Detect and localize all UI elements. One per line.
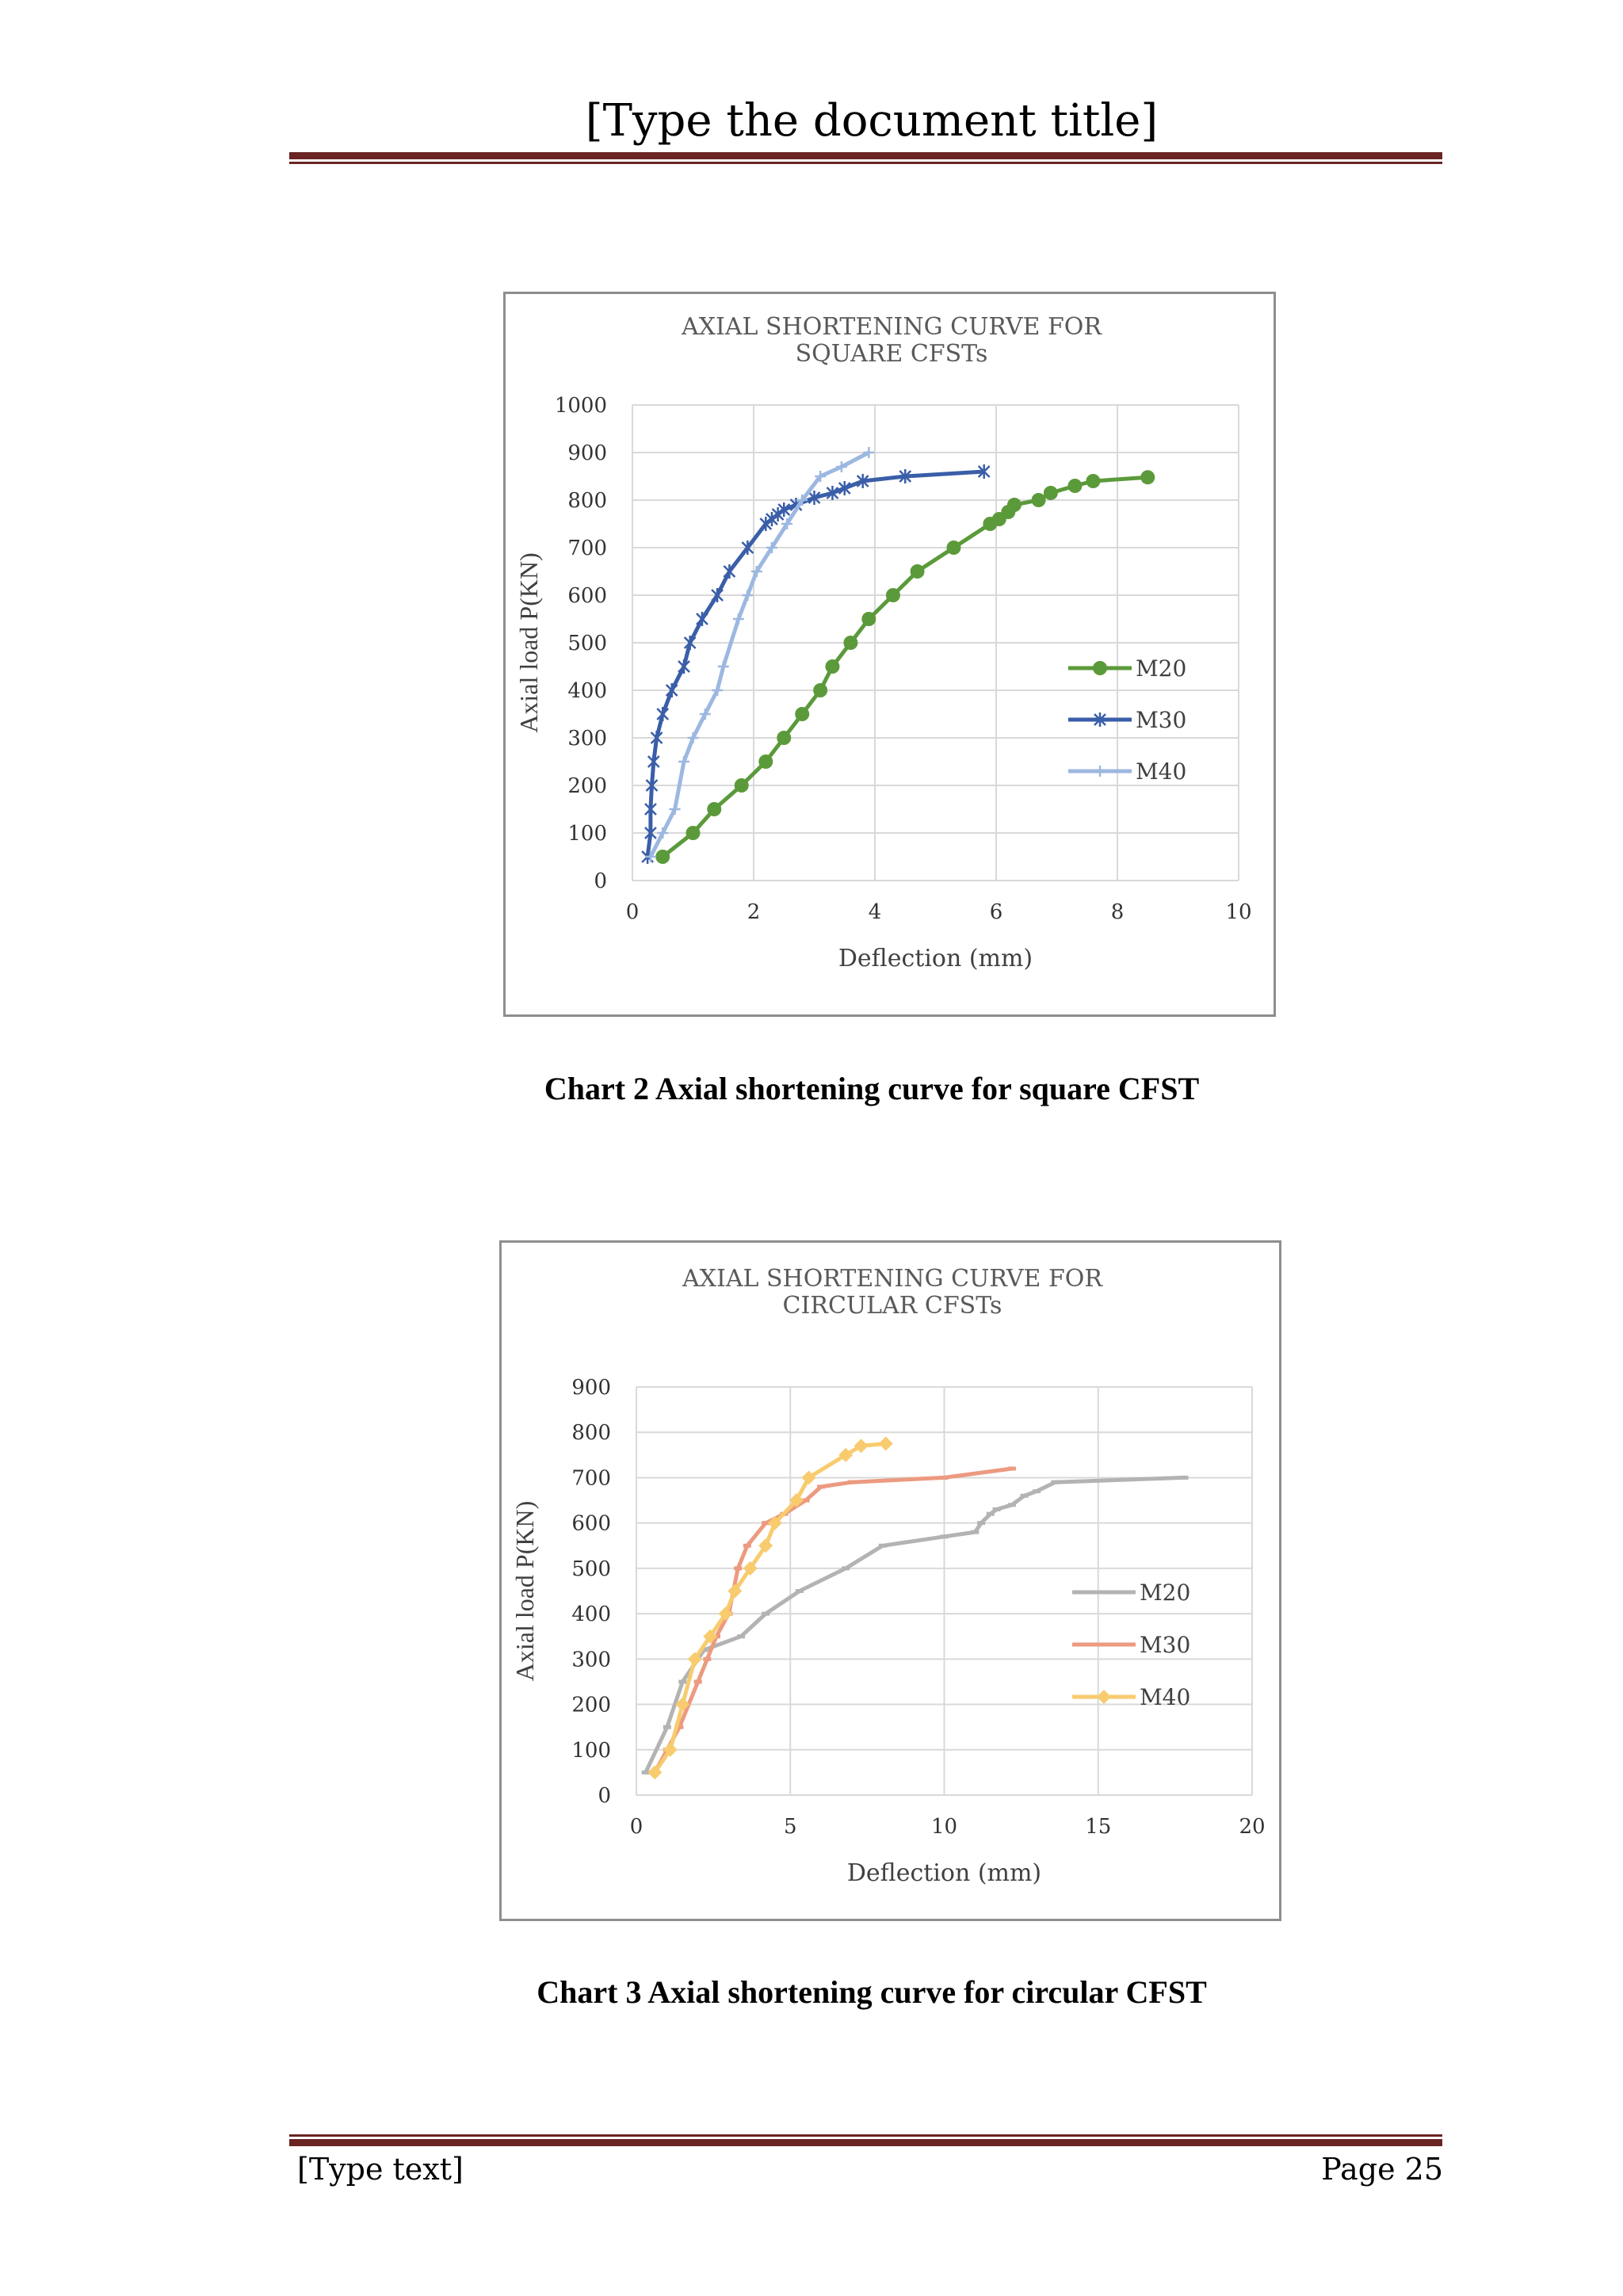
x-tick-label: 4	[868, 900, 882, 924]
data-point	[971, 1530, 979, 1534]
y-tick-label: 600	[571, 1511, 611, 1536]
legend-label: M20	[1140, 1580, 1191, 1606]
x-tick-label: 10	[930, 1815, 958, 1839]
y-tick-label: 1000	[554, 394, 607, 418]
data-point	[795, 707, 809, 721]
legend-entry-m40	[1072, 1684, 1190, 1710]
chart-circular-svg	[502, 1243, 1284, 1924]
data-point	[742, 590, 753, 601]
legend-label: M20	[1136, 655, 1187, 682]
data-point	[718, 661, 729, 672]
data-point	[817, 1484, 825, 1488]
series-line-m20	[646, 1477, 1185, 1772]
data-point	[735, 778, 749, 793]
data-point	[879, 1544, 887, 1548]
x-tick-label: 2	[747, 900, 761, 924]
data-point	[987, 1512, 995, 1516]
legend-label: M30	[1136, 707, 1187, 733]
data-point	[648, 755, 659, 769]
data-point	[1008, 1467, 1016, 1471]
data-point	[1032, 493, 1046, 507]
data-point	[911, 564, 925, 579]
data-point	[645, 802, 656, 816]
data-point	[1051, 1480, 1059, 1484]
data-point	[657, 707, 668, 721]
chart-caption-square: Chart 2 Axial shortening curve for square CFST	[544, 1071, 1200, 1106]
y-tick-label: 0	[594, 869, 607, 893]
series-line-m30	[647, 472, 984, 857]
legend-label: M40	[1140, 1684, 1191, 1710]
y-tick-label: 400	[567, 679, 607, 703]
series-m30	[642, 464, 990, 864]
data-point	[1181, 1476, 1189, 1480]
y-tick-label: 500	[567, 632, 607, 655]
series-line-m40	[651, 453, 869, 857]
legend-label: M30	[1140, 1632, 1191, 1658]
legend-entry-m30	[1072, 1632, 1190, 1658]
data-point	[1067, 479, 1082, 493]
data-point	[777, 731, 791, 745]
data-point	[977, 1521, 985, 1525]
data-point	[762, 1612, 769, 1616]
y-tick-label: 600	[567, 584, 607, 608]
data-point	[941, 1476, 949, 1480]
chart-title-line: AXIAL SHORTENING CURVE FOR	[682, 1265, 1102, 1293]
data-point	[758, 755, 773, 769]
data-point	[1021, 1494, 1029, 1498]
data-point	[848, 1480, 856, 1484]
data-point	[678, 659, 689, 674]
data-point	[1007, 498, 1022, 512]
data-point	[694, 1679, 702, 1683]
x-tick-label: 0	[625, 900, 640, 924]
series-m40	[647, 1437, 892, 1780]
data-point	[678, 756, 689, 767]
x-tick-label: 8	[1110, 900, 1125, 924]
series-m30	[651, 1467, 1016, 1775]
y-tick-label: 300	[571, 1648, 611, 1672]
legend-marker	[1100, 1591, 1108, 1595]
chart-caption-circular: Chart 3 Axial shortening curve for circular CFST	[537, 1974, 1207, 2010]
x-tick-label: 20	[1239, 1815, 1266, 1839]
y-tick-label: 700	[571, 1466, 611, 1491]
page-number: Page 25	[1321, 2152, 1443, 2187]
x-tick-label: 15	[1085, 1815, 1112, 1839]
data-point	[825, 659, 839, 674]
data-point	[993, 1507, 1001, 1511]
legend-marker	[1100, 1643, 1108, 1647]
data-point	[861, 612, 876, 626]
data-point	[724, 564, 735, 579]
header-rule	[289, 152, 1442, 164]
legend-entry-m20	[1068, 655, 1186, 682]
data-point	[1086, 474, 1100, 488]
y-tick-label: 200	[567, 774, 607, 798]
x-tick-label: 5	[783, 1815, 797, 1839]
chart-square	[503, 292, 1276, 1017]
data-point	[813, 683, 827, 697]
chart-square-svg	[506, 294, 1278, 1019]
x-tick-label: 10	[1225, 900, 1252, 924]
y-tick-label: 900	[567, 441, 607, 465]
data-point	[686, 826, 701, 840]
page-header-title: [Type the document title]	[585, 95, 1159, 147]
data-point	[707, 802, 721, 816]
chart-title-line: SQUARE CFSTs	[795, 340, 988, 368]
chart-title-line: CIRCULAR CFSTs	[782, 1292, 1002, 1320]
legend-entry-m20	[1072, 1580, 1190, 1606]
data-point	[1044, 486, 1058, 500]
chart-circular	[499, 1240, 1281, 1921]
data-point	[1140, 470, 1155, 484]
y-axis-label: Axial load P(KN)	[514, 552, 543, 733]
y-tick-label: 800	[567, 489, 607, 513]
x-tick-label: 6	[989, 900, 1003, 924]
data-point	[886, 588, 900, 602]
y-tick-label: 0	[598, 1784, 611, 1808]
y-tick-label: 400	[571, 1603, 611, 1627]
data-point	[703, 1657, 711, 1661]
legend-marker	[1094, 766, 1106, 777]
footer-rule	[289, 2134, 1442, 2146]
series-line-m30	[655, 1469, 1012, 1772]
legend-marker	[1093, 661, 1107, 675]
data-point	[733, 613, 744, 625]
data-point	[1008, 1503, 1016, 1507]
chart-title-line: AXIAL SHORTENING CURVE FOR	[682, 313, 1102, 341]
y-tick-label: 500	[571, 1557, 611, 1581]
x-tick-label: 0	[629, 1815, 643, 1839]
data-point	[697, 612, 708, 626]
y-tick-label: 200	[571, 1693, 611, 1717]
data-point	[663, 1725, 671, 1729]
data-point	[843, 636, 857, 650]
data-point	[941, 1534, 949, 1538]
y-axis-label: Axial load P(KN)	[510, 1500, 539, 1682]
legend-entry-m40	[1068, 758, 1186, 785]
data-point	[655, 850, 670, 864]
data-point	[842, 1566, 850, 1570]
y-tick-label: 300	[567, 727, 607, 751]
x-axis-label: Deflection (mm)	[838, 945, 1033, 972]
data-point	[1033, 1489, 1041, 1493]
data-point	[879, 1437, 893, 1451]
legend-entry-m30	[1068, 707, 1186, 733]
y-tick-label: 100	[567, 822, 607, 846]
data-point	[737, 1634, 745, 1638]
y-tick-label: 100	[571, 1738, 611, 1763]
y-tick-label: 900	[571, 1376, 611, 1400]
y-tick-label: 700	[567, 537, 607, 560]
data-point	[743, 1544, 751, 1548]
y-tick-label: 800	[571, 1421, 611, 1446]
data-point	[734, 1566, 742, 1570]
footer-left-text: [Type text]	[297, 2152, 464, 2187]
x-axis-label: Deflection (mm)	[846, 1859, 1042, 1887]
series-line-m40	[655, 1444, 885, 1773]
legend-label: M40	[1136, 758, 1187, 785]
data-point	[796, 1589, 804, 1593]
data-point	[678, 1679, 686, 1683]
data-point	[946, 541, 960, 555]
